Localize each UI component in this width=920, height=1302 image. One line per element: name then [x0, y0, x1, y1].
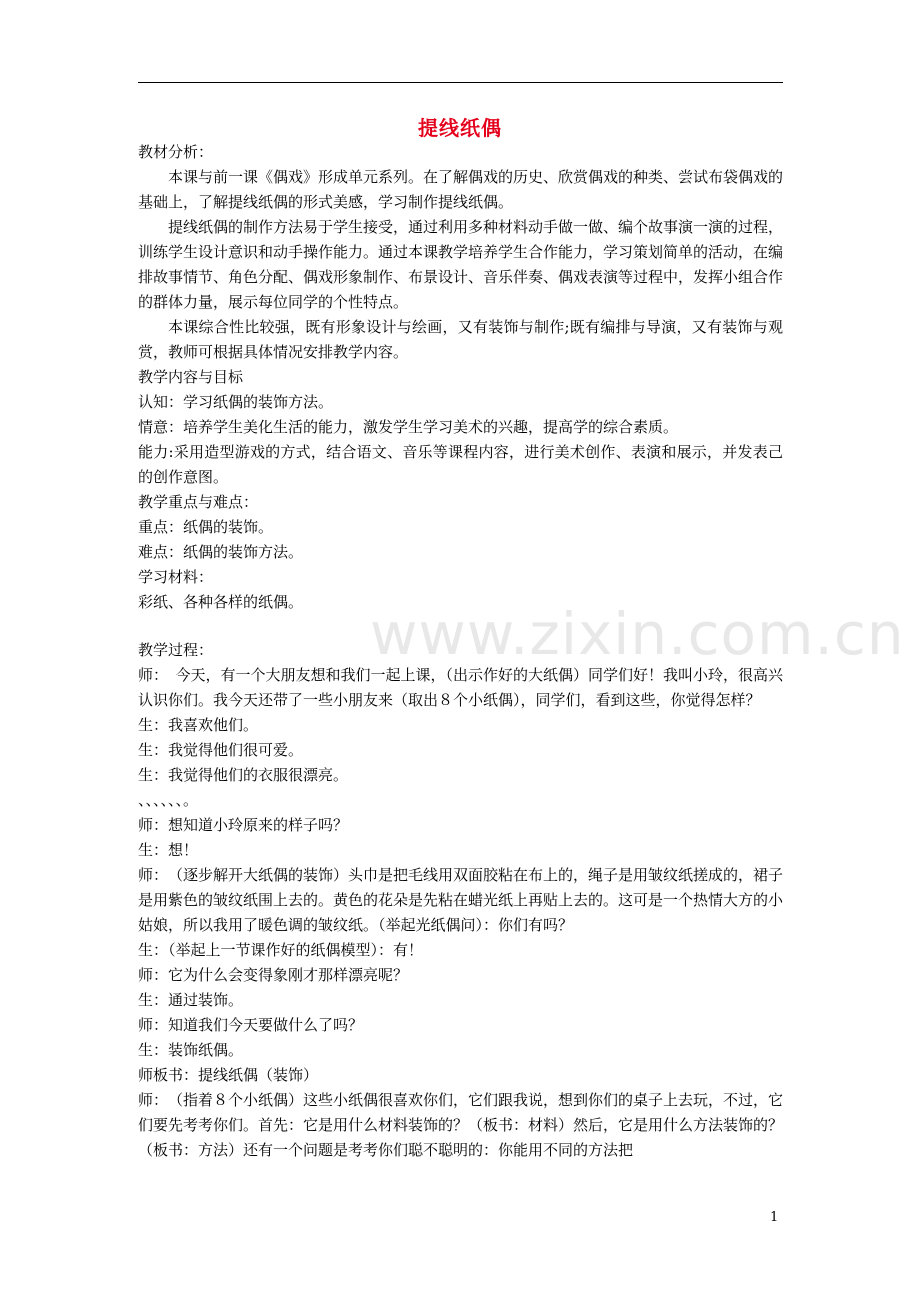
body-paragraph: 重点：纸偶的装饰。	[138, 518, 274, 536]
watermark: www.zixin.com.cn	[370, 600, 905, 668]
blank-line	[138, 615, 783, 638]
body-paragraph: 彩纸、各种各样的纸偶。	[138, 593, 304, 611]
body-paragraph: 生：（举起上一节课作好的纸偶模型）：有！	[138, 941, 424, 959]
body-paragraph: 本课综合性比较强，既有形象设计与绘画，又有装饰与制作;既有编排与导演，又有装饰与观赏，教师可根据具体情况安排教学内容。	[138, 318, 783, 361]
body-paragraph: 师：想知道小玲原来的样子吗？	[138, 816, 349, 834]
body-paragraph: 教学过程：	[138, 641, 214, 659]
body-paragraph: 师：它为什么会变得象刚才那样漂亮呢？	[138, 966, 409, 984]
header-rule	[138, 82, 783, 83]
body-paragraph: 师： 今天，有一个大朋友想和我们一起上课，（出示作好的大纸偶）同学们好！我叫小玲，很高兴认识你们。我今天还带了一些小朋友来（取出８个小纸偶），同学们，看到这些，你觉得怎样？	[138, 666, 784, 709]
body-paragraph: 师板书：提线纸偶（装饰）	[138, 1066, 319, 1084]
document-title: 提线纸偶	[418, 116, 502, 140]
body-paragraph: 生：我觉得他们很可爱。	[138, 741, 304, 759]
body-paragraph: 教学内容与目标	[138, 368, 244, 386]
body-paragraph: 生：想！	[138, 841, 199, 859]
body-paragraph: 学习材料：	[138, 568, 214, 586]
body-paragraph: 生：装饰纸偶。	[138, 1041, 244, 1059]
body-paragraph: 教材分析：	[138, 143, 214, 161]
body-paragraph: 、、、、、、。	[138, 791, 199, 809]
body-paragraph: 生：通过装饰。	[138, 991, 244, 1009]
body-paragraph: 提线纸偶的制作方法易于学生接受，通过利用多种材料动手做一做、编个故事演一演的过程，训练学生设计意识和动手操作能力。通过本课教学培养学生合作能力，学习策划简单的活动，在编排故事情节、角色分配、偶戏形象制作、布景设计、音乐伴奏、偶戏表演等过程中，发挥小组合作的群体力量，展示每位同学的个性特点。	[138, 218, 784, 311]
body-paragraph: 生：我喜欢他们。	[138, 716, 259, 734]
body-paragraph: 生：我觉得他们的衣服很漂亮。	[138, 766, 349, 784]
body-paragraph: 情意：培养学生美化生活的能力，激发学生学习美术的兴趣，提高学的综合素质。	[138, 418, 679, 436]
document-body	[138, 140, 783, 1163]
body-paragraph: 难点：纸偶的装饰方法。	[138, 543, 304, 561]
body-paragraph: 师：知道我们今天要做什么了吗？	[138, 1016, 364, 1034]
page-number: 1	[770, 1210, 779, 1225]
body-paragraph: 认知：学习纸偶的装饰方法。	[138, 393, 334, 411]
body-paragraph: 本课与前一课《偶戏》形成单元系列。在了解偶戏的历史、欣赏偶戏的种类、尝试布袋偶戏的基础上，了解提线纸偶的形式美感，学习制作提线纸偶。	[138, 168, 784, 211]
body-paragraph: 教学重点与难点：	[138, 493, 259, 511]
body-paragraph: 师： （逐步解开大纸偶的装饰）头巾是把毛线用双面胶粘在布上的，绳子是用皱纹纸搓成的，裙子是用紫色的皱纹纸围上去的。黄色的花朵是先粘在蜡光纸上再贴上去的。这可是一个热情大方的小姑娘，所以我用了暖色调的皱纹纸。（举起光纸偶问）：你们有吗？	[138, 866, 784, 934]
body-paragraph: 师： （指着８个小纸偶）这些小纸偶很喜欢你们，它们跟我说，想到你们的桌子上去玩，不过，它们要先考考你们。首先：它是用什么材料装饰的？（板书：材料）然后，它是用什么方法装饰的？（板书：方法）还有一个问题是考考你们聪不聪明的：你能用不同的方法把	[138, 1091, 784, 1159]
body-paragraph: 能力:采用造型游戏的方式，结合语文、音乐等课程内容，进行美术创作、表演和展示，并发表己的创作意图。	[138, 443, 783, 486]
